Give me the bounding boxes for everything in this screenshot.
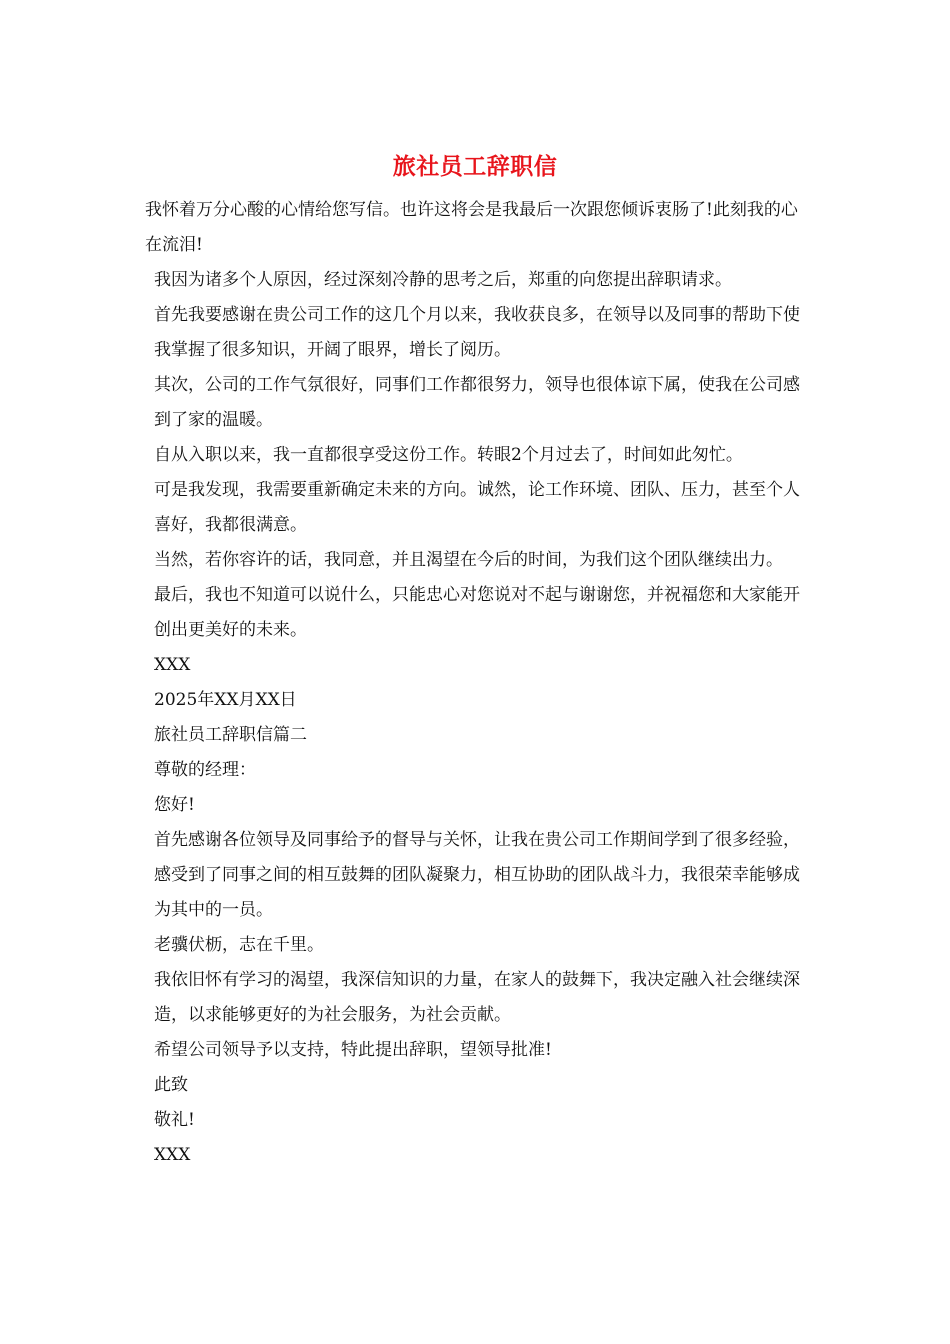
paragraph-opening: 我怀着万分心酸的心情给您写信。也许这将会是我最后一次跟您倾诉衷肠了!此刻我的心在流泪! [145, 200, 798, 255]
paragraph-gratitude: 首先感谢各位领导及同事给予的督导与关怀，让我在贵公司工作期间学到了很多经验，感受到了同事之间的相互鼓舞的团队凝聚力，相互协助的团队战斗力，我很荣幸能够成为其中的一员。 [154, 830, 800, 920]
document-title: 旅社员工辞职信 [392, 153, 558, 180]
signature-date: 2025年XX月XX日 [154, 690, 297, 710]
signature-name: XXX [154, 655, 191, 675]
paragraph-study: 我依旧怀有学习的渴望，我深信知识的力量，在家人的鼓舞下，我决定融入社会继续深造，以求能够更好的为社会服务，为社会贡献。 [154, 970, 800, 1025]
section-heading-part-two: 旅社员工辞职信篇二 [154, 725, 307, 745]
paragraph-reason: 我因为诸多个人原因，经过深刻冷静的思考之后，郑重的向您提出辞职请求。 [154, 270, 732, 290]
paragraph-atmosphere: 其次，公司的工作气氛很好，同事们工作都很努力，领导也很体谅下属，使我在公司感到了家的温暖。 [154, 375, 800, 430]
paragraph-closing: 最后，我也不知道可以说什么，只能忠心对您说对不起与谢谢您，并祝福您和大家能开创出更美好的未来。 [154, 585, 800, 640]
paragraph-continue: 当然，若你容许的话，我同意，并且渴望在今后的时间，为我们这个团队继续出力。 [154, 550, 783, 570]
letter-body [145, 193, 810, 1173]
signature-name-two: XXX [154, 1145, 191, 1165]
paragraph-enjoy-work: 自从入职以来，我一直都很享受这份工作。转眼2个月过去了，时间如此匆忙。 [154, 445, 743, 465]
closing-jingli: 敬礼! [154, 1110, 195, 1130]
paragraph-direction: 可是我发现，我需要重新确定未来的方向。诚然，论工作环境、团队、压力，甚至个人喜好，我都很满意。 [154, 480, 800, 535]
greeting: 您好! [154, 795, 195, 815]
paragraph-thanks: 首先我要感谢在贵公司工作的这几个月以来，我收获良多，在领导以及同事的帮助下使我掌握了很多知识，开阔了眼界，增长了阅历。 [154, 305, 800, 360]
paragraph-request: 希望公司领导予以支持，特此提出辞职，望领导批准! [154, 1040, 552, 1060]
paragraph-idiom: 老骥伏枥，志在千里。 [154, 935, 324, 955]
closing-cizhi: 此致 [154, 1075, 188, 1095]
salutation: 尊敬的经理： [154, 760, 256, 780]
